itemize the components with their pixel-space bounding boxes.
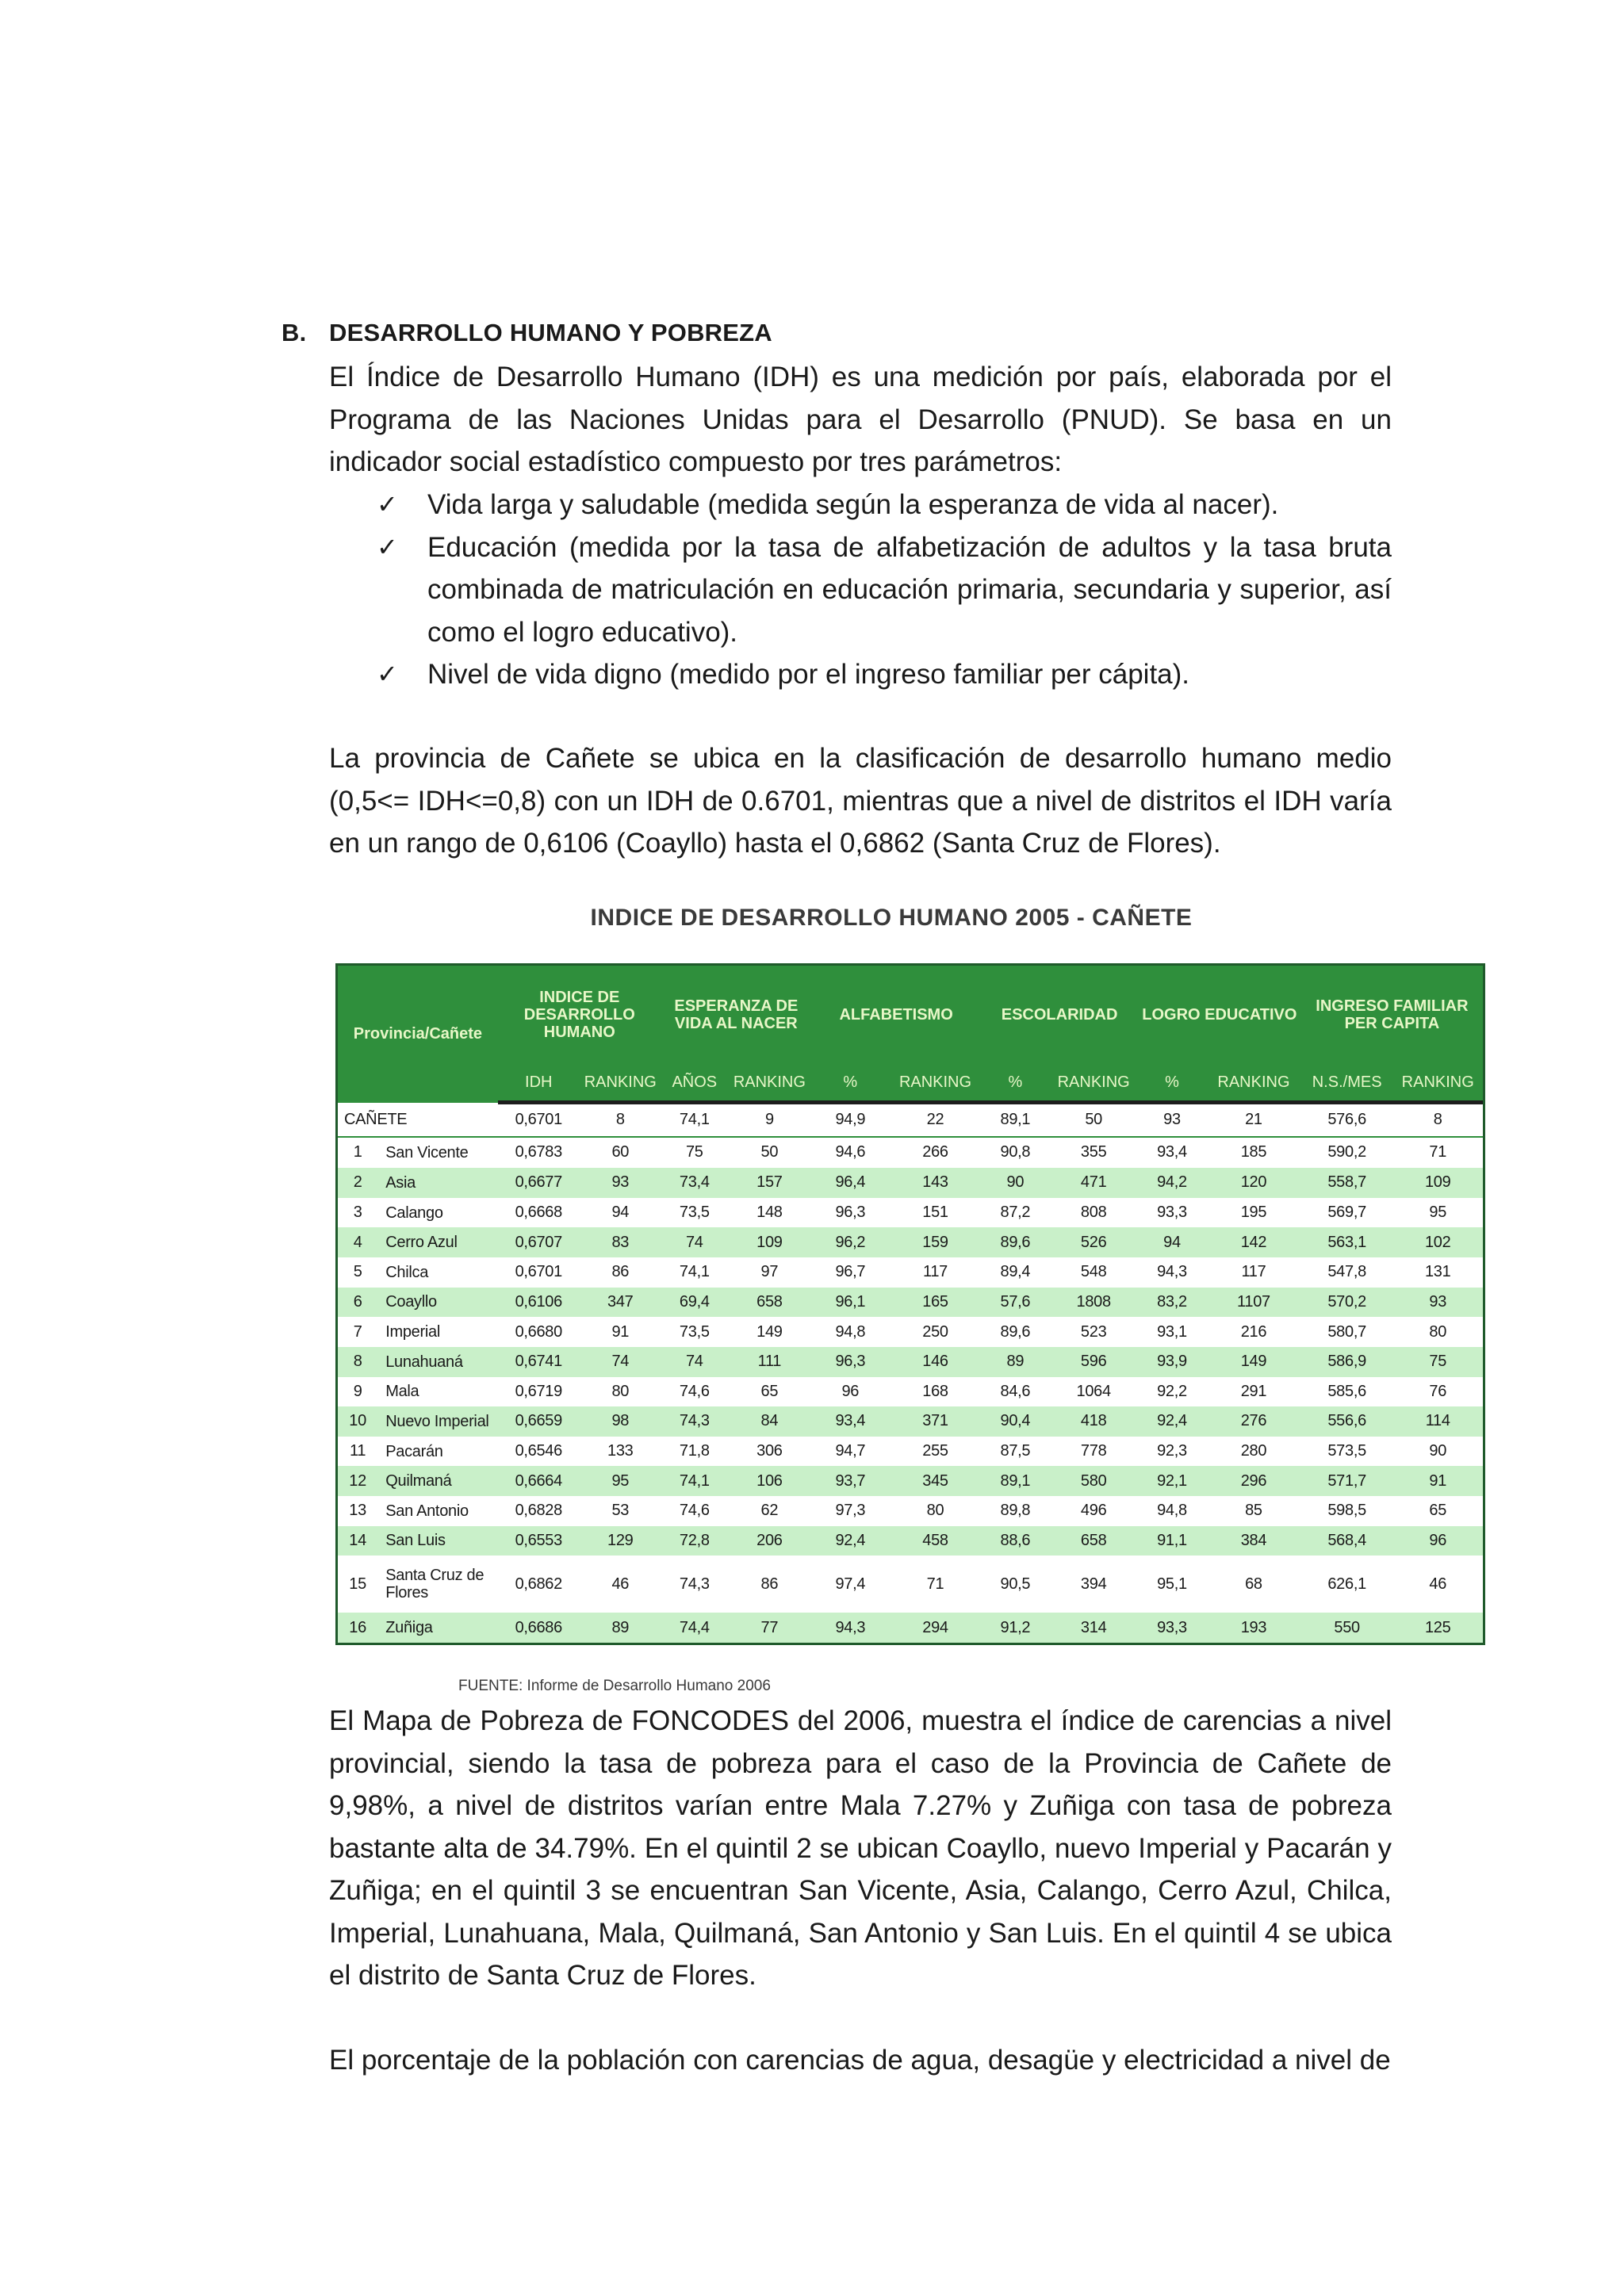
district-name-cell: Asia [374,1168,498,1198]
table-cell: 1808 [1049,1288,1137,1318]
row-index-cell: 13 [338,1496,374,1526]
checkmark-icon: ✓ [377,489,398,519]
district-name-cell: Calango [374,1198,498,1228]
table-cell: 80 [1392,1317,1483,1347]
carencias-paragraph: El porcentaje de la población con carencias de agua, desagüe y electricidad a nivel de [329,2045,1391,2076]
table-cell: 109 [728,1227,811,1257]
table-cell: 266 [890,1137,982,1168]
table-cell: 96,4 [811,1168,890,1198]
table-cell: 71,8 [661,1437,728,1467]
table-cell: 0,6677 [498,1168,580,1198]
table-cell: 0,6719 [498,1377,580,1407]
district-name-cell: San Luis [374,1526,498,1556]
table-cell: 0,6659 [498,1406,580,1437]
subheader-row [338,1064,1483,1103]
table-cell: 94,2 [1138,1168,1206,1198]
list-item-text: Nivel de vida digno (medido por el ingreso familiar per cápita). [427,659,1190,690]
table-cell: 0,6862 [498,1556,580,1613]
table-cell: 573,5 [1301,1437,1393,1467]
list-item-text: Educación (medida por la tasa de alfabetización de adultos y la tasa bruta combinada de matriculación en educación primaria, secundaria y superior, así como el logro educativo). [427,531,1392,648]
section-letter: B. [282,319,307,346]
table-cell: 165 [890,1288,982,1318]
table-cell: 62 [728,1496,811,1526]
parameter-list [377,484,1392,696]
district-name-cell: Pacarán [374,1437,498,1467]
table-row [338,1526,1483,1556]
table-cell: 89,6 [981,1227,1049,1257]
column-subheader: RANKING [1049,1064,1137,1103]
table-cell: 280 [1206,1437,1301,1467]
idh-table-container [335,963,1485,1645]
checkmark-icon: ✓ [377,659,398,689]
table-cell: 93,7 [811,1466,890,1496]
table-cell: 73,5 [661,1317,728,1347]
table-cell: 547,8 [1301,1257,1393,1288]
row-index-cell: 7 [338,1317,374,1347]
table-cell: 84,6 [981,1377,1049,1407]
table-cell: 96,7 [811,1257,890,1288]
table-cell: 496 [1049,1496,1137,1526]
district-name-cell: San Antonio [374,1496,498,1526]
table-cell: 548 [1049,1257,1137,1288]
table-cell: 93,4 [1138,1137,1206,1168]
table-cell: 92,1 [1138,1466,1206,1496]
district-name-cell: Zuñiga [374,1613,498,1643]
table-cell: 97 [728,1257,811,1288]
table-cell: 95 [1392,1198,1483,1228]
table-cell: 129 [580,1526,661,1556]
table-cell: 83 [580,1227,661,1257]
list-item [377,653,1392,696]
table-cell: 94,3 [811,1613,890,1643]
table-cell: 193 [1206,1613,1301,1643]
table-row [338,1406,1483,1437]
table-cell: 92,4 [811,1526,890,1556]
table-row [338,1317,1483,1347]
table-cell: 89 [981,1347,1049,1377]
table-cell: 93,3 [1138,1198,1206,1228]
province-name-cell: CAÑETE [338,1103,498,1137]
table-cell: 598,5 [1301,1496,1393,1526]
table-cell: 84 [728,1406,811,1437]
table-cell: 131 [1392,1257,1483,1288]
table-cell: 96 [1392,1526,1483,1556]
table-cell: 0,6546 [498,1437,580,1467]
table-cell: 53 [580,1496,661,1526]
table-cell: 89,4 [981,1257,1049,1288]
table-cell: 96,1 [811,1288,890,1318]
table-row [338,1556,1483,1613]
table-cell: 91 [1392,1466,1483,1496]
table-cell: 46 [580,1556,661,1613]
table-cell: 8 [1392,1103,1483,1137]
district-name-cell: San Vicente [374,1137,498,1168]
table-cell: 87,2 [981,1198,1049,1228]
table-row [338,1168,1483,1198]
table-cell: 1107 [1206,1288,1301,1318]
column-subheader: N.S./MES [1301,1064,1393,1103]
table-cell: 0,6106 [498,1288,580,1318]
table-cell: 9 [728,1103,811,1137]
table-cell: 92,3 [1138,1437,1206,1467]
table-cell: 0,6701 [498,1103,580,1137]
row-index-cell: 10 [338,1406,374,1437]
table-cell: 347 [580,1288,661,1318]
table-cell: 143 [890,1168,982,1198]
table-cell: 96,3 [811,1347,890,1377]
province-header: Provincia/Cañete [338,966,498,1103]
table-cell: 580,7 [1301,1317,1393,1347]
table-cell: 21 [1206,1103,1301,1137]
row-index-cell: 6 [338,1288,374,1318]
table-cell: 89,8 [981,1496,1049,1526]
table-cell: 168 [890,1377,982,1407]
table-cell: 90,5 [981,1556,1049,1613]
table-cell: 526 [1049,1227,1137,1257]
table-cell: 93,3 [1138,1613,1206,1643]
table-cell: 0,6741 [498,1347,580,1377]
district-name-cell: Mala [374,1377,498,1407]
table-cell: 255 [890,1437,982,1467]
table-cell: 195 [1206,1198,1301,1228]
table-cell: 98 [580,1406,661,1437]
table-cell: 658 [728,1288,811,1318]
table-cell: 90 [1392,1437,1483,1467]
table-cell: 46 [1392,1556,1483,1613]
column-subheader: RANKING [1206,1064,1301,1103]
table-cell: 50 [728,1137,811,1168]
table-cell: 93,4 [811,1406,890,1437]
table-title: INDICE DE DESARROLLO HUMANO 2005 - CAÑETE [590,905,1193,931]
column-subheader: RANKING [890,1064,982,1103]
table-cell: 250 [890,1317,982,1347]
district-name-cell: Lunahuaná [374,1347,498,1377]
table-cell: 109 [1392,1168,1483,1198]
table-cell: 97,3 [811,1496,890,1526]
row-index-cell: 9 [338,1377,374,1407]
table-cell: 90 [981,1168,1049,1198]
table-cell: 65 [728,1377,811,1407]
table-cell: 550 [1301,1613,1393,1643]
list-item [377,526,1392,654]
table-cell: 96 [811,1377,890,1407]
table-cell: 93,9 [1138,1347,1206,1377]
table-cell: 92,2 [1138,1377,1206,1407]
table-row [338,1466,1483,1496]
table-cell: 94,9 [811,1103,890,1137]
table-cell: 60 [580,1137,661,1168]
table-cell: 90,4 [981,1406,1049,1437]
row-index-cell: 1 [338,1137,374,1168]
table-cell: 74,6 [661,1377,728,1407]
table-cell: 80 [580,1377,661,1407]
table-cell: 571,7 [1301,1466,1393,1496]
district-name-cell: Imperial [374,1317,498,1347]
table-cell: 22 [890,1103,982,1137]
table-cell: 0,6828 [498,1496,580,1526]
table-cell: 94,7 [811,1437,890,1467]
table-cell: 206 [728,1526,811,1556]
table-cell: 93 [1392,1288,1483,1318]
table-cell: 418 [1049,1406,1137,1437]
table-cell: 570,2 [1301,1288,1393,1318]
row-index-cell: 2 [338,1168,374,1198]
table-cell: 148 [728,1198,811,1228]
table-cell: 93 [1138,1103,1206,1137]
table-cell: 585,6 [1301,1377,1393,1407]
table-cell: 114 [1392,1406,1483,1437]
table-row [338,1437,1483,1467]
list-item [377,484,1392,526]
section-title: DESARROLLO HUMANO Y POBREZA [329,319,772,346]
column-subheader: IDH [498,1064,580,1103]
table-cell: 88,6 [981,1526,1049,1556]
group-header: INDICE DE DESARROLLO HUMANO [498,966,661,1064]
group-header: LOGRO EDUCATIVO [1138,966,1301,1064]
row-index-cell: 4 [338,1227,374,1257]
table-cell: 120 [1206,1168,1301,1198]
table-row [338,1496,1483,1526]
table-cell: 74,1 [661,1257,728,1288]
table-row [338,1227,1483,1257]
table-cell: 471 [1049,1168,1137,1198]
table-row-total [338,1103,1483,1137]
group-header: ALFABETISMO [811,966,981,1064]
column-subheader: % [1138,1064,1206,1103]
table-cell: 85 [1206,1496,1301,1526]
table-cell: 74 [661,1227,728,1257]
district-name-cell: Chilca [374,1257,498,1288]
idh-table [338,966,1483,1643]
table-cell: 74,4 [661,1613,728,1643]
table-cell: 86 [580,1257,661,1288]
district-name-cell: Cerro Azul [374,1227,498,1257]
table-cell: 69,4 [661,1288,728,1318]
table-cell: 142 [1206,1227,1301,1257]
table-cell: 458 [890,1526,982,1556]
table-cell: 68 [1206,1556,1301,1613]
table-cell: 89,1 [981,1103,1049,1137]
table-cell: 90,8 [981,1137,1049,1168]
table-cell: 75 [1392,1347,1483,1377]
row-index-cell: 5 [338,1257,374,1288]
table-cell: 146 [890,1347,982,1377]
table-cell: 117 [1206,1257,1301,1288]
table-cell: 97,4 [811,1556,890,1613]
table-cell: 291 [1206,1377,1301,1407]
table-cell: 576,6 [1301,1103,1393,1137]
table-cell: 590,2 [1301,1137,1393,1168]
section-heading [282,319,772,347]
table-cell: 1064 [1049,1377,1137,1407]
table-cell: 89,1 [981,1466,1049,1496]
row-index-cell: 11 [338,1437,374,1467]
table-row [338,1377,1483,1407]
row-index-cell: 14 [338,1526,374,1556]
table-cell: 96,2 [811,1227,890,1257]
table-cell: 95,1 [1138,1556,1206,1613]
table-cell: 50 [1049,1103,1137,1137]
table-cell: 355 [1049,1137,1137,1168]
table-cell: 86 [728,1556,811,1613]
table-cell: 93,1 [1138,1317,1206,1347]
table-cell: 102 [1392,1227,1483,1257]
group-header: INGRESO FAMILIAR PER CAPITA [1301,966,1483,1064]
table-cell: 94 [580,1198,661,1228]
table-cell: 276 [1206,1406,1301,1437]
column-subheader: % [811,1064,890,1103]
list-item-text: Vida larga y saludable (medida según la esperanza de vida al nacer). [427,489,1279,520]
table-cell: 74,1 [661,1466,728,1496]
table-cell: 74 [580,1347,661,1377]
row-index-cell: 16 [338,1613,374,1643]
table-cell: 72,8 [661,1526,728,1556]
table-cell: 125 [1392,1613,1483,1643]
table-cell: 149 [728,1317,811,1347]
table-row [338,1613,1483,1643]
table-cell: 77 [728,1613,811,1643]
table-cell: 74,3 [661,1406,728,1437]
table-cell: 73,5 [661,1198,728,1228]
table-cell: 94,6 [811,1137,890,1168]
table-cell: 94,8 [1138,1496,1206,1526]
row-index-cell: 8 [338,1347,374,1377]
table-cell: 0,6783 [498,1137,580,1168]
table-cell: 91,1 [1138,1526,1206,1556]
table-cell: 568,4 [1301,1526,1393,1556]
column-subheader: AÑOS [661,1064,728,1103]
table-body [338,1103,1483,1644]
table-cell: 216 [1206,1317,1301,1347]
table-row [338,1288,1483,1318]
table-cell: 74,3 [661,1556,728,1613]
table-cell: 65 [1392,1496,1483,1526]
table-cell: 808 [1049,1198,1137,1228]
table-cell: 71 [890,1556,982,1613]
table-cell: 80 [890,1496,982,1526]
table-cell: 558,7 [1301,1168,1393,1198]
table-cell: 778 [1049,1437,1137,1467]
table-cell: 73,4 [661,1168,728,1198]
group-header: ESPERANZA DE VIDA AL NACER [661,966,811,1064]
table-cell: 306 [728,1437,811,1467]
table-cell: 394 [1049,1556,1137,1613]
table-cell: 586,9 [1301,1347,1393,1377]
row-index-cell: 12 [338,1466,374,1496]
row-index-cell: 3 [338,1198,374,1228]
table-cell: 74 [661,1347,728,1377]
table-cell: 371 [890,1406,982,1437]
table-cell: 563,1 [1301,1227,1393,1257]
table-row [338,1137,1483,1168]
table-cell: 91,2 [981,1613,1049,1643]
district-name-cell: Coayllo [374,1288,498,1318]
district-name-cell: Quilmaná [374,1466,498,1496]
table-cell: 0,6686 [498,1613,580,1643]
checkmark-icon: ✓ [377,531,398,562]
table-cell: 0,6664 [498,1466,580,1496]
column-subheader: % [981,1064,1049,1103]
table-cell: 151 [890,1198,982,1228]
table-cell: 294 [890,1613,982,1643]
table-cell: 74,1 [661,1103,728,1137]
table-row [338,1198,1483,1228]
table-cell: 296 [1206,1466,1301,1496]
table-cell: 117 [890,1257,982,1288]
table-cell: 523 [1049,1317,1137,1347]
district-name-cell: Santa Cruz de Flores [374,1556,498,1613]
column-subheader: RANKING [1392,1064,1483,1103]
table-cell: 111 [728,1347,811,1377]
table-row [338,1347,1483,1377]
table-cell: 74,6 [661,1496,728,1526]
table-cell: 0,6707 [498,1227,580,1257]
table-cell: 57,6 [981,1288,1049,1318]
intro-paragraph: El Índice de Desarrollo Humano (IDH) es una medición por país, elaborada por el Programa de las Naciones Unidas para el Desarrollo (PNUD). Se basa en un indicador social estadístico compuesto por tres parámetros: [329,362,1392,477]
table-cell: 92,4 [1138,1406,1206,1437]
table-cell: 185 [1206,1137,1301,1168]
table-cell: 157 [728,1168,811,1198]
table-cell: 580 [1049,1466,1137,1496]
column-subheader: RANKING [728,1064,811,1103]
table-cell: 384 [1206,1526,1301,1556]
group-header: ESCOLARIDAD [981,966,1138,1064]
table-source: FUENTE: Informe de Desarrollo Humano 2006 [458,1678,771,1694]
table-cell: 0,6680 [498,1317,580,1347]
table-cell: 133 [580,1437,661,1467]
column-subheader: RANKING [580,1064,661,1103]
table-cell: 89,6 [981,1317,1049,1347]
pobreza-paragraph: El Mapa de Pobreza de FONCODES del 2006, muestra el índice de carencias a nivel provincial, siendo la tasa de pobreza para el caso de la Provincia de Cañete de 9,98%, a nivel de distritos varían entre Mala 7.27% y Zuñiga con tasa de pobreza bastante alta de 34.79%. En el quintil 2 se ubican Coayllo, nuevo Imperial y Pacarán y Zuñiga; en el quintil 3 se encuentran San Vicente, Asia, Calango, Cerro Azul, Chilca, Imperial, Lunahuana, Mala, Quilmaná, San Antonio y San Luis. En el quintil 4 se ubica el distrito de Santa Cruz de Flores. [329,1705,1392,1991]
district-name-cell: Nuevo Imperial [374,1406,498,1437]
table-cell: 71 [1392,1137,1483,1168]
table-cell: 83,2 [1138,1288,1206,1318]
table-cell: 94,3 [1138,1257,1206,1288]
row-index-cell: 15 [338,1556,374,1613]
table-cell: 89 [580,1613,661,1643]
table-cell: 345 [890,1466,982,1496]
table-cell: 87,5 [981,1437,1049,1467]
canete-paragraph: La provincia de Cañete se ubica en la clasificación de desarrollo humano medio (0,5<= IDH<=0,8) con un IDH de 0.6701, mientras que a nivel de distritos el IDH varía en un rango de 0,6106 (Coayllo) hasta el 0,6862 (Santa Cruz de Flores). [329,743,1392,859]
table-cell: 106 [728,1466,811,1496]
table-cell: 658 [1049,1526,1137,1556]
table-cell: 75 [661,1137,728,1168]
table-cell: 94 [1138,1227,1206,1257]
table-cell: 76 [1392,1377,1483,1407]
table-cell: 149 [1206,1347,1301,1377]
table-cell: 94,8 [811,1317,890,1347]
table-cell: 596 [1049,1347,1137,1377]
table-cell: 95 [580,1466,661,1496]
table-cell: 569,7 [1301,1198,1393,1228]
table-cell: 96,3 [811,1198,890,1228]
table-cell: 626,1 [1301,1556,1393,1613]
table-row [338,1257,1483,1288]
table-cell: 314 [1049,1613,1137,1643]
table-cell: 0,6668 [498,1198,580,1228]
table-cell: 91 [580,1317,661,1347]
table-cell: 0,6553 [498,1526,580,1556]
table-cell: 159 [890,1227,982,1257]
table-cell: 556,6 [1301,1406,1393,1437]
table-cell: 8 [580,1103,661,1137]
table-cell: 93 [580,1168,661,1198]
table-cell: 0,6701 [498,1257,580,1288]
